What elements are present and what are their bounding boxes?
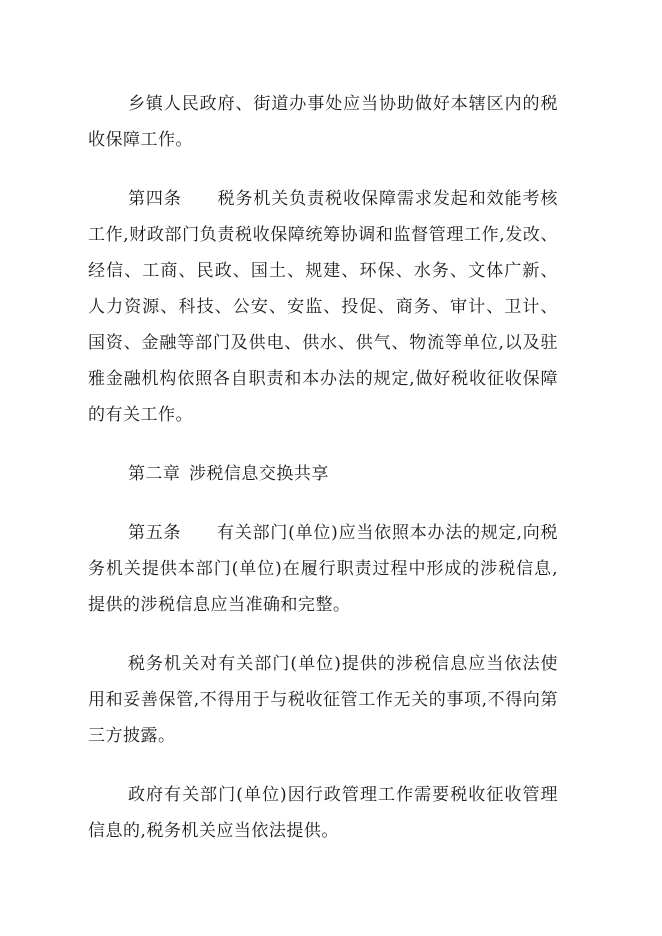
paragraph-text: 税务机关对有关部门(单位)提供的涉税信息应当依法使用和妥善保管,不得用于与税收征管工作无关的事项,不得向第三方披露。 xyxy=(88,654,558,746)
chapter-2-title: 涉税信息交换共享 xyxy=(188,464,329,484)
paragraph-info-provision xyxy=(88,777,558,849)
article-4-text: 税务机关负责税收保障需求发起和效能考核工作,财政部门负责税收保障统筹协调和监督管理工作,发改、经信、工商、民政、国土、规建、环保、水务、文体广新、人力资源、科技、公安、安监、投促、商务、审计、卫计、国资、金融等部门及供电、供水、供气、物流等单位,以及驻雅金融机构依照各自职责和本办法的规定,做好税收征收保障的有关工作。 xyxy=(88,189,559,425)
article-5-label: 第五条 xyxy=(127,523,182,543)
article-4 xyxy=(88,181,558,433)
paragraph-text: 政府有关部门(单位)因行政管理工作需要税收征收管理信息的,税务机关应当依法提供。 xyxy=(88,785,558,841)
chapter-2-label: 第二章 xyxy=(127,464,181,484)
article-5 xyxy=(88,515,558,623)
paragraph-info-usage xyxy=(88,646,558,754)
paragraph-text: 乡镇人民政府、街道办事处应当协助做好本辖区内的税收保障工作。 xyxy=(88,94,558,150)
article-4-label: 第四条 xyxy=(127,189,182,209)
paragraph-township-duty xyxy=(88,86,558,158)
article-5-text: 有关部门(单位)应当依照本办法的规定,向税务机关提供本部门(单位)在履行职责过程中形成的涉税信息,提供的涉税信息应当准确和完整。 xyxy=(88,523,558,615)
chapter-2-heading xyxy=(88,456,558,492)
document-body xyxy=(88,86,558,872)
